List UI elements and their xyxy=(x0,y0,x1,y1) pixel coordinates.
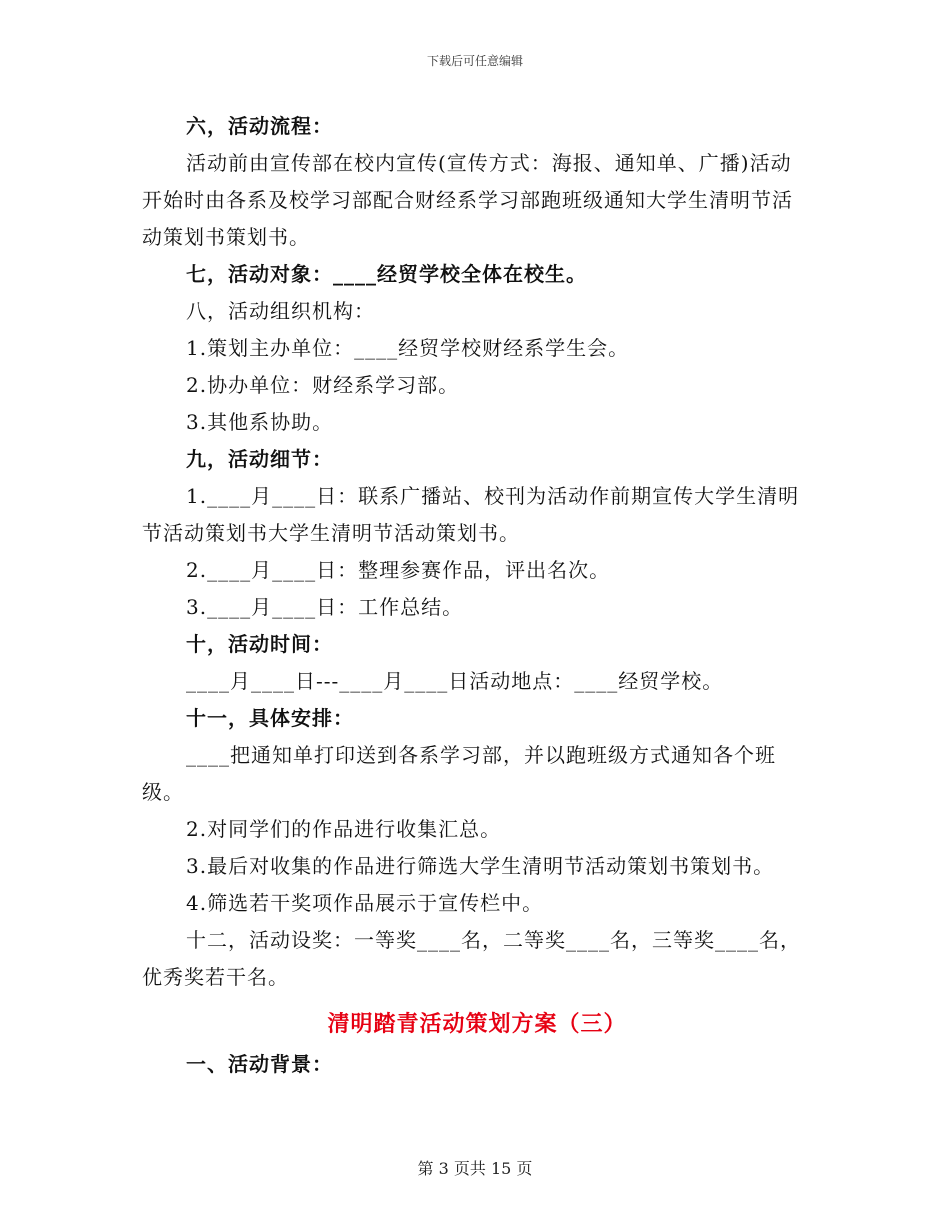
section-heading: 七，活动对象：____经贸学校全体在校生。 xyxy=(186,262,587,286)
list-item: 2.协办单位：财经系学习部。 xyxy=(186,373,460,397)
paragraph: 十二，活动设奖：一等奖____名，二等奖____名，三等奖____名，优秀奖若干名。 xyxy=(142,928,801,989)
document-body xyxy=(142,108,812,1083)
section-heading: 十一，具体安排： xyxy=(186,706,354,730)
list-item: 2.对同学们的作品进行收集汇总。 xyxy=(186,817,502,841)
list-item: 1.策划主办单位：____经贸学校财经系学生会。 xyxy=(186,336,630,360)
paragraph: 活动前由宣传部在校内宣传(宣传方式：海报、通知单、广播)活动开始时由各系及校学习部配合财经系学习部跑班级通知大学生清明节活动策划书策划书。 xyxy=(142,151,793,249)
list-item: 3.最后对收集的作品进行筛选大学生清明节活动策划书策划书。 xyxy=(186,854,775,878)
paragraph: ____月____日---____月____日活动地点：____经贸学校。 xyxy=(186,669,724,693)
page-footer: 第 3 页共 15 页 xyxy=(417,1159,533,1178)
list-item: 1.____月____日：联系广播站、校刊为活动作前期宣传大学生清明节活动策划书大学生清明节活动策划书。 xyxy=(142,484,800,545)
list-item: 3.____月____日：工作总结。 xyxy=(186,595,464,619)
list-item: ____把通知单打印送到各系学习部，并以跑班级方式通知各个班级。 xyxy=(142,743,776,804)
page-header: 下载后可任意编辑 xyxy=(426,54,523,68)
section-heading: 一、活动背景： xyxy=(186,1052,333,1076)
section-title: 清明踏青活动策划方案（三） xyxy=(327,1011,627,1037)
list-item: 3.其他系协助。 xyxy=(186,410,334,434)
list-item: 2.____月____日：整理参赛作品，评出名次。 xyxy=(186,558,611,582)
list-item: 4.筛选若干奖项作品展示于宣传栏中。 xyxy=(186,891,544,915)
section-heading: 六，活动流程： xyxy=(186,114,333,138)
section-heading: 十，活动时间： xyxy=(186,632,333,656)
section-heading: 九，活动细节： xyxy=(186,447,333,471)
section-heading-plain: 八，活动组织机构： xyxy=(186,299,375,323)
